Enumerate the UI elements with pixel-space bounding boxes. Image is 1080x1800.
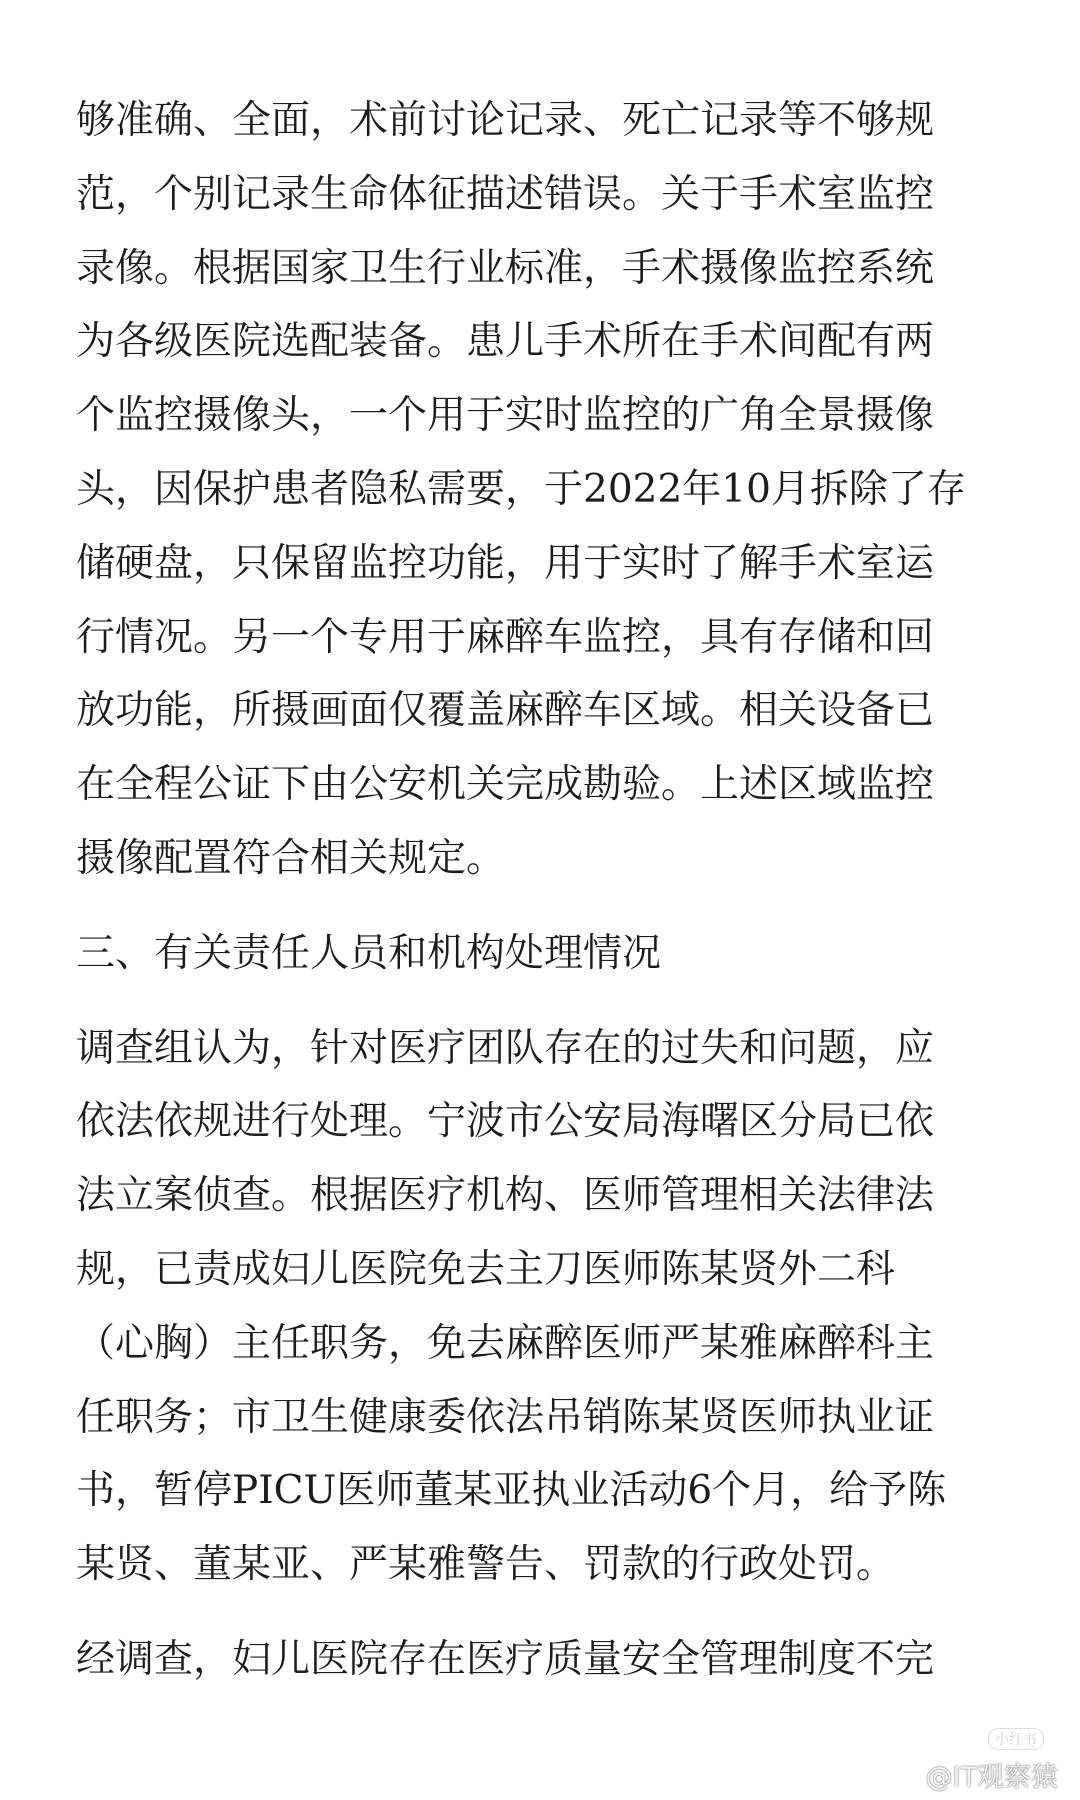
text-line: 放功能，所摄画面仅覆盖麻醉车区域。相关设备已 <box>76 688 935 734</box>
text-line: 某贤、董某亚、严某雅警告、罚款的行政处罚。 <box>76 1542 896 1588</box>
watermark-handle: @IT观察猿 <box>925 1762 1058 1793</box>
text-line: 够准确、全面，术前讨论记录、死亡记录等不够规 <box>76 98 935 143</box>
text-line: 范，个别记录生命体征描述错误。关于手术室监控 <box>76 171 935 217</box>
weibo-logo-icon <box>890 1762 920 1788</box>
weibo-watermark <box>890 1755 1058 1794</box>
text-line: 行情况。另一个专用于麻醉车监控，具有存储和回 <box>76 614 935 660</box>
text-line: 储硬盘，只保留监控功能，用于实时了解手术室运 <box>76 540 935 586</box>
text-line: 经调查，妇儿医院存在医疗质量安全管理制度不完 <box>76 1636 935 1682</box>
text-line: 摄像配置符合相关规定。 <box>76 835 506 881</box>
text-line: 法立案侦查。根据医疗机构、医师管理相关法律法 <box>76 1173 935 1219</box>
text-line: 书，暂停PICU医师董某亚执业活动6个月，给予陈 <box>76 1468 947 1514</box>
text-line: 依法依规进行处理。宁波市公安局海曙区分局已依 <box>76 1099 935 1145</box>
paragraph-surveillance <box>76 84 1016 896</box>
paragraph-findings <box>76 1623 1016 1697</box>
text-line: 调查组认为，针对医疗团队存在的过失和问题，应 <box>76 1025 935 1071</box>
text-line: 为各级医院选配装备。患儿手术所在手术间配有两 <box>76 319 935 365</box>
text-line: 规，已责成妇儿医院免去主刀医师陈某贤外二科 <box>76 1246 896 1292</box>
text-line: 在全程公证下由公安机关完成勘验。上述区域监控 <box>76 762 935 808</box>
text-line: 任职务；市卫生健康委依法吊销陈某贤医师执业证 <box>76 1394 935 1440</box>
text-line: 个监控摄像头，一个用于实时监控的广角全景摄像 <box>76 393 935 439</box>
article-body <box>76 84 1016 1697</box>
section-heading <box>76 917 1016 991</box>
text-line: （心胸）主任职务，免去麻醉医师严某雅麻醉科主 <box>76 1320 935 1366</box>
text-line: 录像。根据国家卫生行业标准，手术摄像监控系统 <box>76 245 935 291</box>
corner-watermark-badge: 小红书 <box>988 1728 1044 1750</box>
text-line: 头，因保护患者隐私需要，于2022年10月拆除了存 <box>76 466 966 512</box>
paragraph-accountability <box>76 1012 1016 1602</box>
heading-text: 三、有关责任人员和机构处理情况 <box>76 930 662 976</box>
